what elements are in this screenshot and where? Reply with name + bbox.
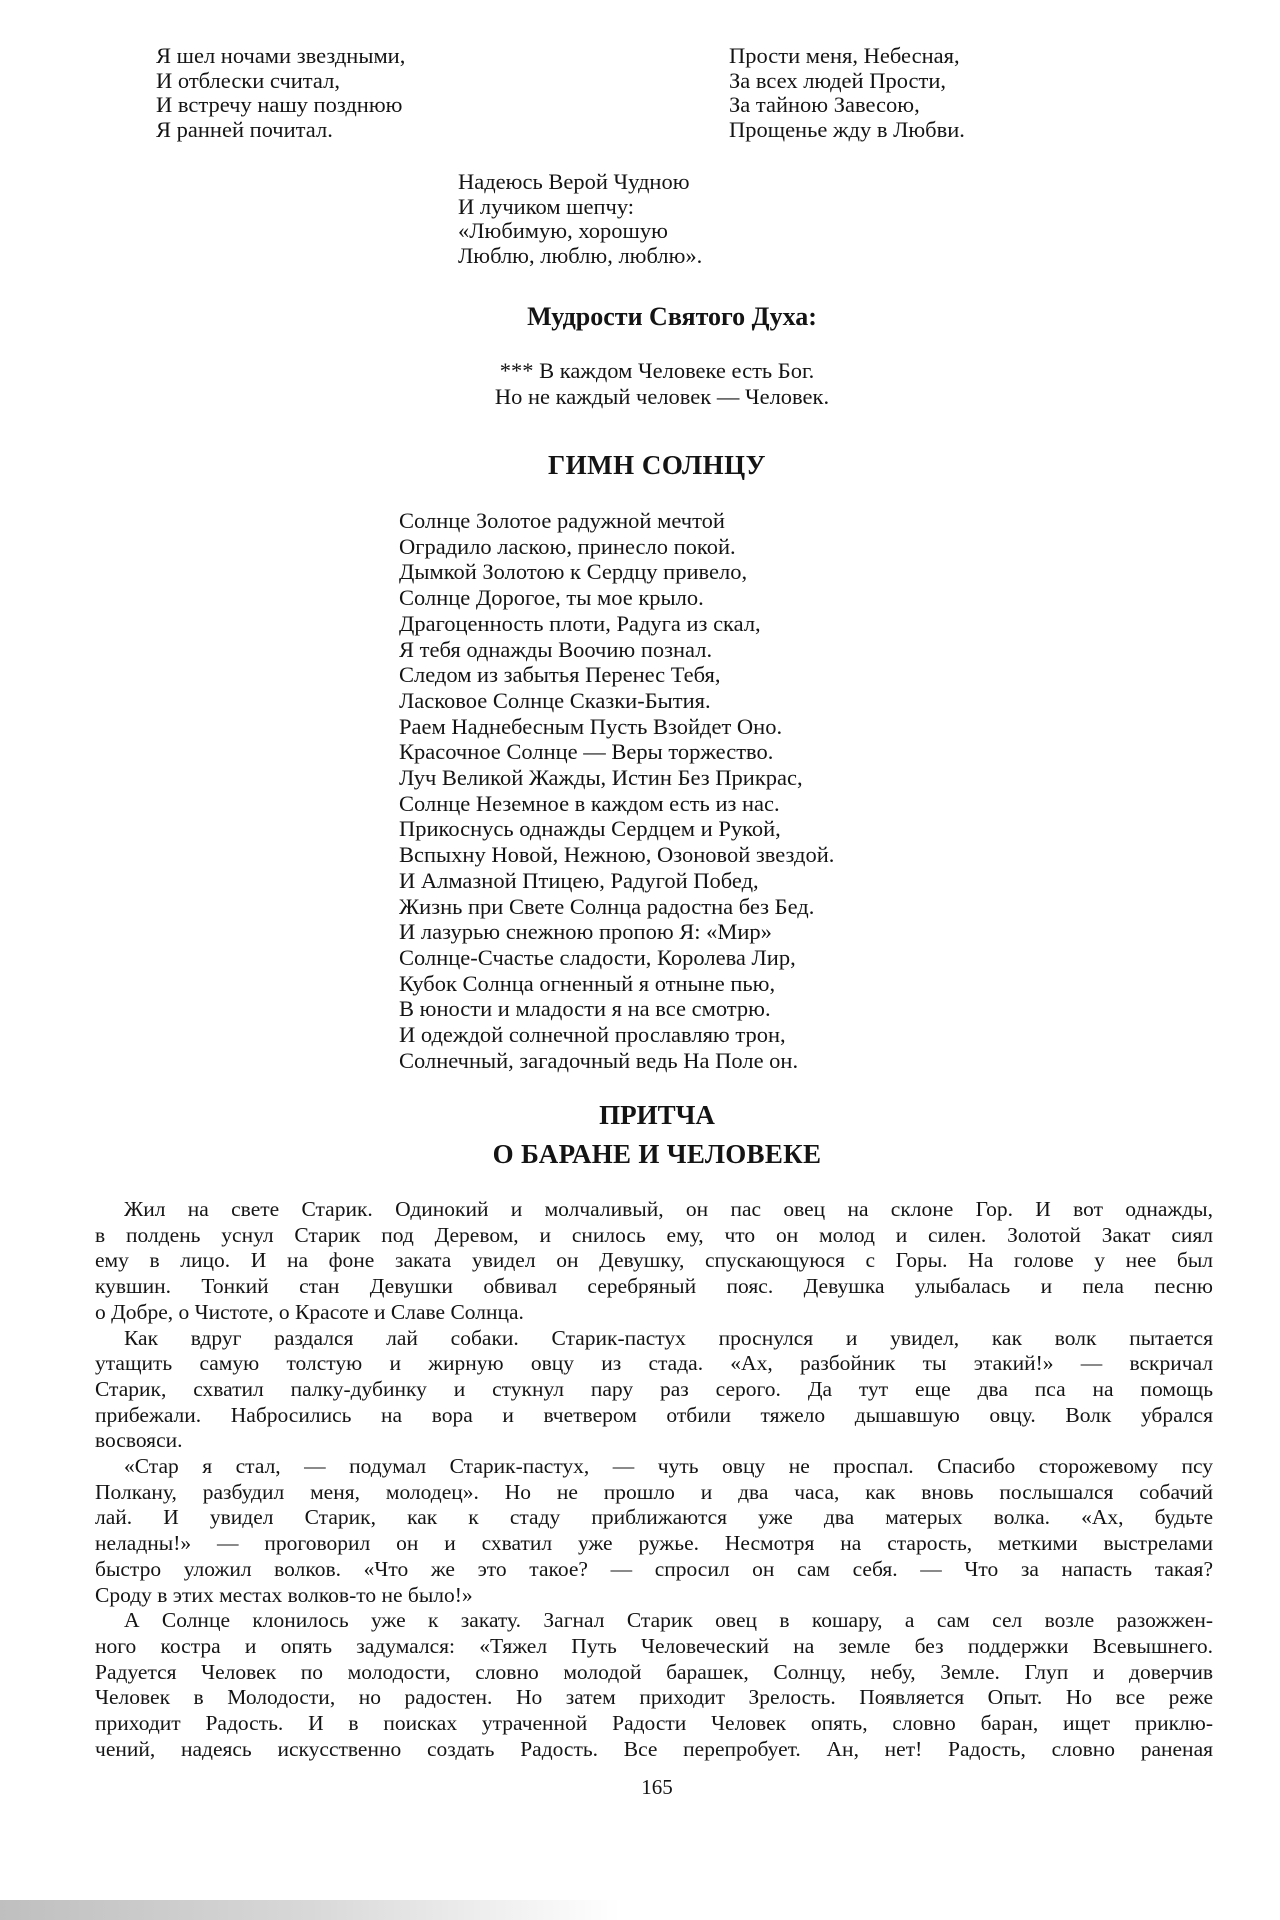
parable-line: быстро уложил волков. «Что же это такое? — спросил он сам себя. — Что за напасть такая?: [95, 1556, 1213, 1581]
poem-center-stanza: [458, 170, 702, 268]
hymn-line: Солнце Дорогое, ты мое крыло.: [399, 585, 704, 611]
parable-line: о Добре, о Чистоте, о Красоте и Славе Солнца.: [95, 1299, 524, 1324]
parable-line: кувшин. Тонкий стан Девушки обвивал серебряный пояс. Девушка улыбалась и пела песню: [95, 1274, 1213, 1299]
hymn-line: И Алмазной Птицею, Радугой Побед,: [399, 867, 759, 893]
hymn-line: Вспыхну Новой, Нежною, Озоновой звездой.: [399, 842, 835, 868]
poem-line: За тайною Завесою,: [729, 92, 920, 118]
parable-line: Жил на свете Старик. Одинокий и молчаливый, он пас овец на склоне Гор. И вот однажды,: [124, 1197, 1213, 1221]
parable-line: Сроду в этих местах волков-то не было!»: [95, 1582, 473, 1607]
parable-line: ему в лицо. И на фоне заката увидел он Девушку, спускающуюся с Горы. На голове у нее был: [95, 1248, 1213, 1273]
poem-left-stanza: [156, 44, 405, 142]
parable-line: Старик, схватил палку-дубинку и стукнул пару раз серого. Да тут еще два пса на помощь: [95, 1376, 1213, 1401]
poem-line: И встречу нашу позднюю: [156, 92, 403, 118]
page-number: 165: [641, 1775, 673, 1799]
hymn-line: Оградило ласкою, принесло покой.: [399, 533, 736, 559]
parable-line: лай. И увидел Старик, как к стаду приближаются уже два матерых волка. «Ах, будьте: [95, 1505, 1213, 1530]
parable-line: «Стар я стал, — подумал Старик-пастух, — чуть овцу не проспал. Спасибо сторожевому псу: [124, 1454, 1213, 1479]
hymn-line: Раем Наднебесным Пусть Взойдет Оно.: [399, 713, 783, 739]
hymn-line: Жизнь при Свете Солнца радостна без Бед.: [399, 893, 815, 919]
parable-line: ного костра и опять задумался: «Тяжел Путь Человеческий на земле без поддержки Всевышнего.: [95, 1633, 1213, 1658]
wisdom-heading: Мудрости Святого Духа:: [527, 302, 817, 331]
parable-title-line-2: О БАРАНЕ И ЧЕЛОВЕКЕ: [492, 1139, 822, 1169]
poem-line: Надеюсь Верой Чудною: [458, 169, 690, 194]
poem-line: Я ранней почитал.: [156, 116, 333, 142]
parable-line: Полкану, разбудил меня, молодец». Но не прошло и два часа, как вновь послышался собачий: [95, 1479, 1213, 1504]
poem-line: За всех людей Прости,: [729, 67, 946, 93]
parable-line: А Солнце клонилось уже к закату. Загнал Старик овец в кошару, а сам сел возле разожжен-: [124, 1608, 1213, 1633]
hymn-line: И лазурью снежною пропою Я: «Мир»: [399, 919, 772, 945]
poem-line: Я шел ночами звездными,: [156, 43, 406, 68]
parable-line: прибежали. Набросились на вора и вчетвером отбили тяжело дышавшую овцу. Волк убрался: [95, 1402, 1213, 1427]
hymn-line: Луч Великой Жажды, Истин Без Прикрас,: [399, 765, 803, 791]
parable-line: в полдень уснул Старик под Деревом, и снилось ему, что он молод и силен. Золотой Закат сиял: [95, 1222, 1213, 1247]
parable-line: утащить самую толстую и жирную овцу из стада. «Ах, разбойник ты этакий!» — вскричал: [95, 1351, 1213, 1376]
wisdom-line: Но не каждый человек — Человек.: [494, 384, 830, 409]
hymn-line: Красочное Солнце — Веры торжество.: [399, 739, 774, 765]
poem-line: Прощенье жду в Любви.: [729, 116, 965, 142]
parable-line: неладны!» — проговорил он и схватил уже ружье. Несмотря на старость, меткими выстрелами: [95, 1531, 1213, 1556]
parable-line: приходит Радость. И в поисках утраченной Радости Человек опять, словно баран, ищет приклю-: [95, 1711, 1213, 1736]
parable-text: [95, 1197, 1213, 1762]
hymn-line: Дымкой Золотою к Сердцу привело,: [399, 559, 748, 585]
hymn-title: ГИМН СОЛНЦУ: [547, 450, 766, 480]
poem-line: Прости меня, Небесная,: [729, 43, 960, 68]
parable-line: Человек в Молодости, но радостен. Но затем приходит Зрелость. Появляется Опыт. Но все реже: [95, 1685, 1213, 1710]
parable-line: чений, надеясь искусственно создать Радость. Все перепробует. Ан, нет! Радость, словно раненая: [95, 1736, 1213, 1761]
hymn-poem: [399, 508, 834, 1073]
hymn-line: Солнце Неземное в каждом есть из нас.: [399, 790, 780, 816]
hymn-line: Следом из забытья Перенес Тебя,: [399, 662, 721, 688]
hymn-line: Солнечный, загадочный ведь На Поле он.: [399, 1047, 799, 1073]
hymn-line: Кубок Солнца огненный я отныне пью,: [399, 970, 776, 996]
hymn-line: Солнце-Счастье сладости, Королева Лир,: [399, 944, 796, 970]
parable-line: восвояси.: [95, 1428, 183, 1453]
hymn-line: Прикоснусь однажды Сердцем и Рукой,: [399, 816, 781, 842]
poem-line: «Любимую, хорошую: [458, 218, 668, 244]
poem-line: Люблю, люблю, люблю».: [458, 242, 703, 268]
scan-shadow: [0, 1900, 620, 1920]
hymn-line: Я тебя однажды Воочию познал.: [399, 636, 713, 662]
hymn-line: Солнце Золотое радужной мечтой: [399, 508, 725, 533]
poem-line: И лучиком шепчу:: [458, 193, 635, 219]
parable-line: Как вдруг раздался лай собаки. Старик-пастух проснулся и увидел, как волк пытается: [124, 1325, 1213, 1350]
parable-line: Радуется Человек по молодости, словно молодой барашек, Солнцу, небу, Земле. Глуп и доверчив: [95, 1659, 1213, 1684]
wisdom-line: *** В каждом Человеке есть Бог.: [499, 358, 815, 383]
poem-right-stanza: [729, 44, 965, 142]
hymn-line: И одеждой солнечной прославляю трон,: [399, 1022, 786, 1048]
hymn-line: Драгоценность плоти, Радуга из скал,: [399, 610, 761, 636]
parable-title-line-1: ПРИТЧА: [599, 1100, 715, 1130]
hymn-line: Ласковое Солнце Сказки-Бытия.: [399, 687, 711, 713]
hymn-line: В юности и младости я на все смотрю.: [399, 996, 771, 1022]
poem-line: И отблески считал,: [156, 67, 340, 93]
